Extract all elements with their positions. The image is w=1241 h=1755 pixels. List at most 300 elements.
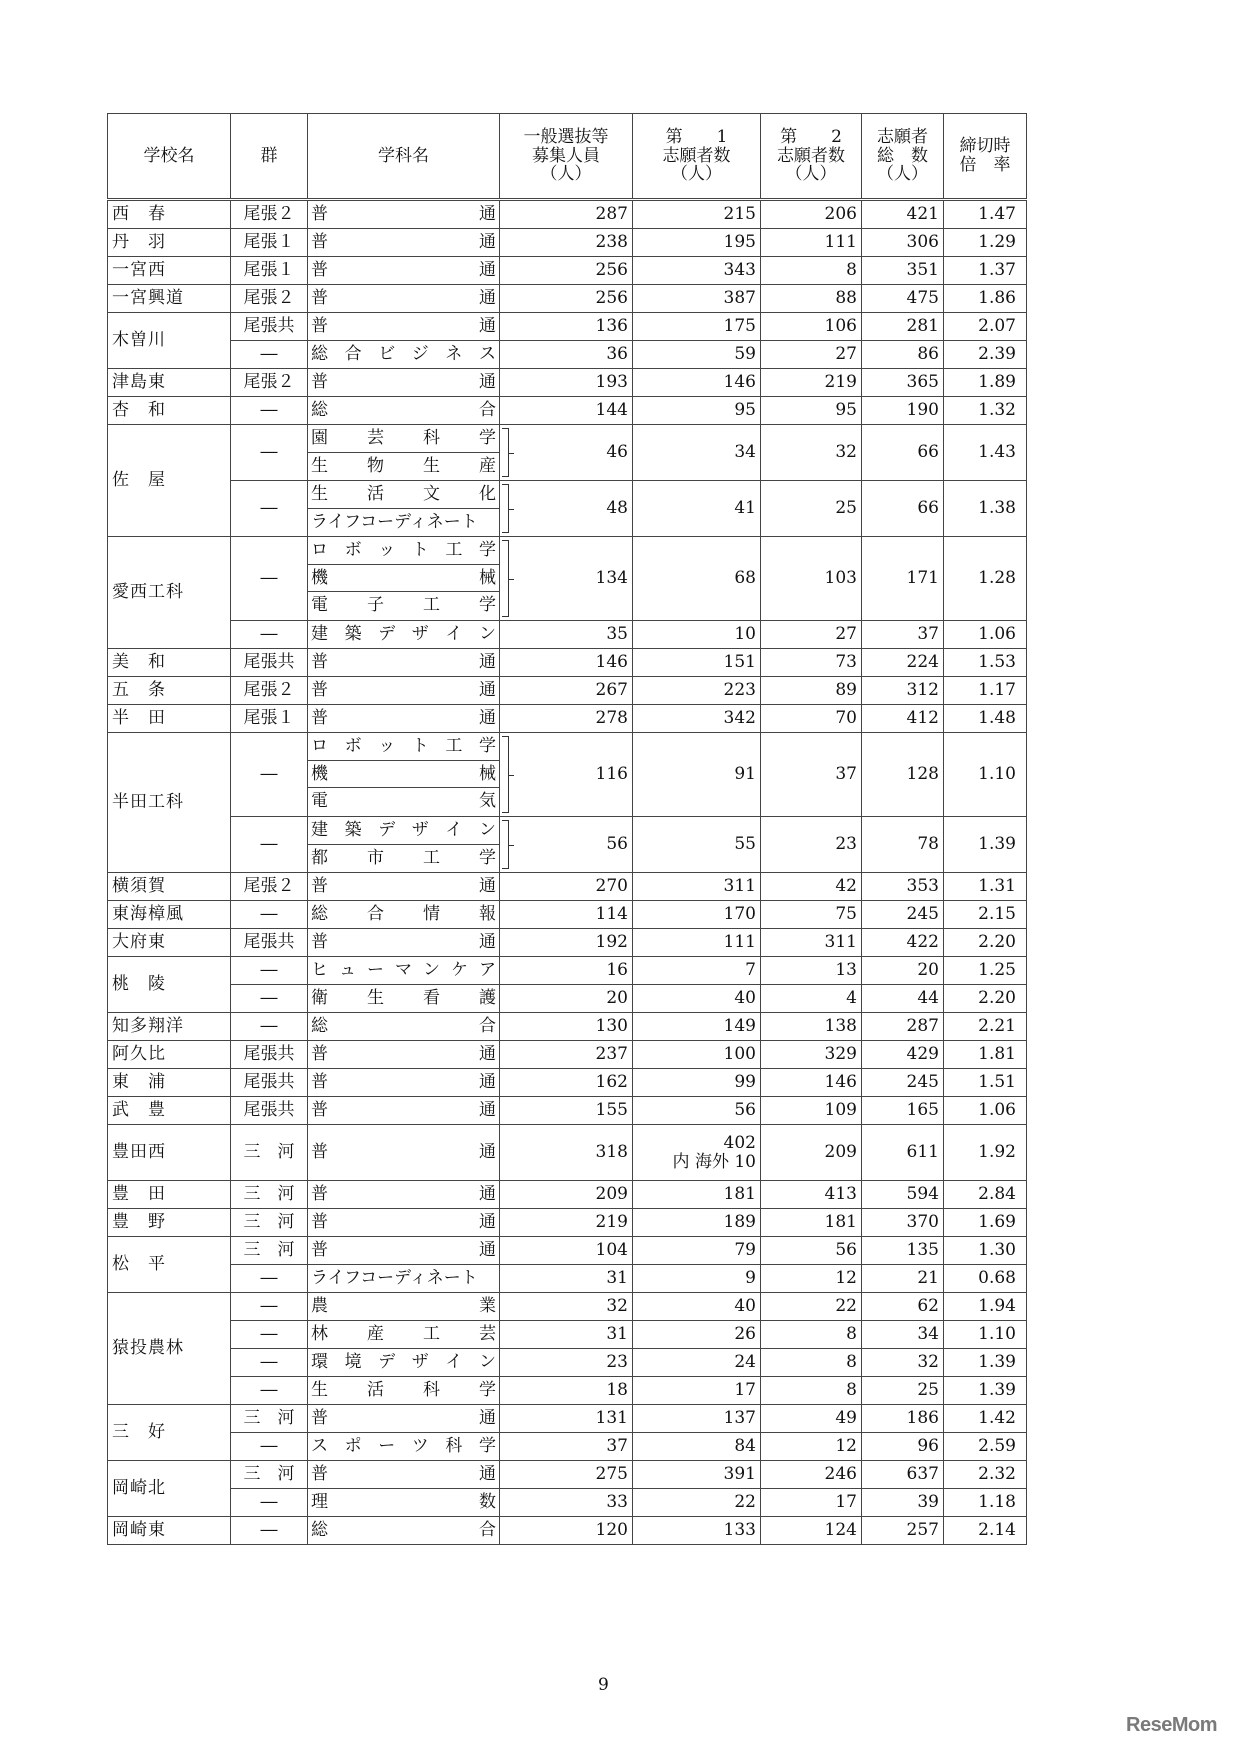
first-cell: 195 [633,229,761,257]
first-cell: 95 [633,397,761,425]
dept-cell [308,1125,500,1181]
table-row [108,985,1027,1013]
dept-name: 建 築 デ ザ イ ン [311,820,496,841]
group-cell: ― [231,1433,308,1461]
school-name: 猿投農林 [108,1293,231,1405]
dept-cell [308,341,500,369]
dept-cell [308,257,500,285]
dept-name: 林 産 工 芸 [311,1324,496,1345]
bracket-icon [502,428,509,477]
quota-cell: 114 [500,901,633,929]
second-cell: 49 [761,1405,862,1433]
second-cell: 32 [761,425,862,481]
school-name: 知多翔洋 [108,1013,231,1041]
table-row [108,1237,1027,1265]
total-cell: 34 [862,1321,944,1349]
total-cell: 44 [862,985,944,1013]
first-cell: 34 [633,425,761,481]
quota-cell: 192 [500,929,633,957]
dept-name: 普 通 [311,1072,496,1093]
header-total: 志願者 総 数 （人） [862,114,944,200]
total-cell: 32 [862,1349,944,1377]
first-cell: 68 [633,537,761,621]
group-cell: 尾張共 [231,1041,308,1069]
dept-name: 普 通 [311,1100,496,1121]
table-row [108,1405,1027,1433]
second-cell: 70 [761,705,862,733]
quota-cell: 256 [500,257,633,285]
group-cell: ― [231,1377,308,1405]
group-cell: 三 河 [231,1181,308,1209]
table-row [108,369,1027,397]
table-row [108,677,1027,705]
dept-name: 普 通 [311,372,496,393]
quota-cell: 238 [500,229,633,257]
dept-cell [308,901,500,929]
first-cell: 84 [633,1433,761,1461]
total-cell: 190 [862,397,944,425]
second-cell: 37 [761,733,862,817]
quota-cell: 120 [500,1517,633,1545]
quota-cell: 287 [500,200,633,229]
dept-name: 電 気 [308,787,499,814]
first-cell: 170 [633,901,761,929]
dept-name: 普 通 [311,232,496,253]
table-body [108,200,1027,1545]
second-cell: 17 [761,1489,862,1517]
quota-cell: 146 [500,649,633,677]
first-cell: 22 [633,1489,761,1517]
second-cell: 27 [761,341,862,369]
school-name: 東 浦 [108,1069,231,1097]
table-row [108,285,1027,313]
table-row [108,425,1027,481]
rate-cell: 2.84 [944,1181,1027,1209]
table-row [108,621,1027,649]
group-cell: ― [231,1321,308,1349]
first-cell: 149 [633,1013,761,1041]
total-cell: 224 [862,649,944,677]
rate-cell: 1.69 [944,1209,1027,1237]
second-cell: 109 [761,1097,862,1125]
group-cell: ― [231,341,308,369]
total-cell: 637 [862,1461,944,1489]
total-cell: 66 [862,481,944,537]
group-cell: 尾張共 [231,929,308,957]
group-cell: ― [231,817,308,873]
total-cell: 257 [862,1517,944,1545]
dept-cell [308,1097,500,1125]
table-row [108,1377,1027,1405]
quota-cell: 130 [500,1013,633,1041]
group-cell: ― [231,397,308,425]
total-cell: 25 [862,1377,944,1405]
quota-cell: 193 [500,369,633,397]
table-row [108,1517,1027,1545]
rate-cell: 1.42 [944,1405,1027,1433]
group-cell: ― [231,1349,308,1377]
dept-name: 電 子 工 学 [308,591,499,618]
quota-cell: 31 [500,1265,633,1293]
second-cell: 23 [761,817,862,873]
second-cell: 75 [761,901,862,929]
school-name: 阿久比 [108,1041,231,1069]
first-cell: 41 [633,481,761,537]
total-cell: 475 [862,285,944,313]
dept-name: 園 芸 科 学 [311,428,496,449]
dept-cell [308,1041,500,1069]
rate-cell: 1.47 [944,200,1027,229]
rate-cell: 1.37 [944,257,1027,285]
school-name: 豊 田 [108,1181,231,1209]
total-cell: 245 [862,901,944,929]
school-name: 松 平 [108,1237,231,1293]
table-row [108,1013,1027,1041]
first-cell: 402 内 海外 10 [633,1125,761,1181]
group-cell: ― [231,1293,308,1321]
dept-name: ス ポ ー ツ 科 学 [311,1436,496,1457]
bracket-icon [502,484,509,533]
first-cell: 40 [633,1293,761,1321]
school-name: 津島東 [108,369,231,397]
rate-cell: 1.39 [944,1349,1027,1377]
bracket-icon [502,540,509,617]
total-cell: 171 [862,537,944,621]
school-name: 愛西工科 [108,537,231,649]
quota-cell: 267 [500,677,633,705]
first-cell: 111 [633,929,761,957]
school-name: 一宮興道 [108,285,231,313]
group-cell: ― [231,1265,308,1293]
second-cell: 12 [761,1265,862,1293]
first-cell: 342 [633,705,761,733]
dept-name: 生 活 科 学 [311,1380,496,1401]
group-cell: 尾張共 [231,649,308,677]
rate-cell: 1.43 [944,425,1027,481]
total-cell: 165 [862,1097,944,1125]
second-cell: 88 [761,285,862,313]
dept-name: 普 通 [311,652,496,673]
rate-cell: 1.17 [944,677,1027,705]
quota-cell: 104 [500,1237,633,1265]
header-second-choice: 第 2 志願者数 （人） [761,114,862,200]
group-cell: ― [231,621,308,649]
group-cell: ― [231,1013,308,1041]
dept-cell [308,1349,500,1377]
rate-cell: 1.53 [944,649,1027,677]
school-name: 五 条 [108,677,231,705]
dept-name: 生 活 文 化 [311,484,496,505]
rate-cell: 1.86 [944,285,1027,313]
group-cell: ― [231,957,308,985]
dept-cell [308,1181,500,1209]
table-row [108,313,1027,341]
header-first-choice: 第 1 志願者数 （人） [633,114,761,200]
first-cell: 17 [633,1377,761,1405]
total-cell: 245 [862,1069,944,1097]
quota-cell: 209 [500,1181,633,1209]
quota-cell: 36 [500,341,633,369]
dept-name: ロ ボ ッ ト 工 学 [311,736,496,757]
rate-cell: 2.07 [944,313,1027,341]
table-row [108,929,1027,957]
group-cell: ― [231,537,308,621]
school-name: 豊 野 [108,1209,231,1237]
first-cell: 146 [633,369,761,397]
table-row [108,1293,1027,1321]
table-row [108,1461,1027,1489]
dept-name: 普 通 [311,876,496,897]
table-row [108,1489,1027,1517]
school-name: 一宮西 [108,257,231,285]
group-cell: 尾張２ [231,873,308,901]
first-cell: 133 [633,1517,761,1545]
total-cell: 312 [862,677,944,705]
header-school: 学校名 [108,114,231,200]
quota-cell: 155 [500,1097,633,1125]
bracket-icon [502,820,509,869]
group-cell: ― [231,985,308,1013]
table-row [108,397,1027,425]
dept-cell [308,1433,500,1461]
quota-cell: 275 [500,1461,633,1489]
rate-cell: 2.21 [944,1013,1027,1041]
second-cell: 146 [761,1069,862,1097]
school-name: 丹 羽 [108,229,231,257]
dept-cell [308,397,500,425]
dept-name: 普 通 [311,316,496,337]
rate-cell: 1.32 [944,397,1027,425]
table-row [108,1125,1027,1181]
total-cell: 287 [862,1013,944,1041]
total-cell: 429 [862,1041,944,1069]
school-name: 武 豊 [108,1097,231,1125]
first-cell: 343 [633,257,761,285]
table-row [108,1349,1027,1377]
school-name: 岡崎北 [108,1461,231,1517]
quota-cell: 48 [500,481,633,537]
group-cell: 尾張共 [231,313,308,341]
dept-cell [308,873,500,901]
rate-cell: 1.29 [944,229,1027,257]
dept-cell [308,1013,500,1041]
quota-cell: 162 [500,1069,633,1097]
dept-name: 普 通 [311,1212,496,1233]
total-cell: 353 [862,873,944,901]
header-rate: 締切時 倍 率 [944,114,1027,200]
second-cell: 25 [761,481,862,537]
dept-name: 普 通 [311,288,496,309]
total-cell: 611 [862,1125,944,1181]
dept-name: ライフコーディネート [311,1268,478,1289]
quota-cell: 144 [500,397,633,425]
first-cell: 100 [633,1041,761,1069]
quota-cell: 134 [500,537,633,621]
rate-cell: 1.51 [944,1069,1027,1097]
rate-cell: 0.68 [944,1265,1027,1293]
school-name: 半 田 [108,705,231,733]
dept-cell [308,229,500,257]
dept-name: 普 通 [311,260,496,281]
rate-cell: 2.14 [944,1517,1027,1545]
school-name: 豊田西 [108,1125,231,1181]
group-cell: 尾張共 [231,1097,308,1125]
rate-cell: 1.48 [944,705,1027,733]
second-cell: 206 [761,200,862,229]
rate-cell: 1.38 [944,481,1027,537]
first-cell: 55 [633,817,761,873]
second-cell: 4 [761,985,862,1013]
second-cell: 329 [761,1041,862,1069]
first-cell: 7 [633,957,761,985]
dept-name: 総 合 ビ ジ ネ ス [311,344,496,365]
quota-cell: 46 [500,425,633,481]
quota-cell: 131 [500,1405,633,1433]
first-cell: 215 [633,200,761,229]
school-name: 美 和 [108,649,231,677]
dept-cell [308,1293,500,1321]
second-cell: 124 [761,1517,862,1545]
school-name: 杏 和 [108,397,231,425]
second-cell: 8 [761,1349,862,1377]
rate-cell: 2.20 [944,929,1027,957]
dept-cell [308,1321,500,1349]
table-row [108,537,1027,621]
rate-cell: 1.39 [944,817,1027,873]
rate-cell: 1.28 [944,537,1027,621]
group-cell: ― [231,1517,308,1545]
rate-cell: 2.32 [944,1461,1027,1489]
first-cell: 24 [633,1349,761,1377]
table-row [108,1181,1027,1209]
first-cell: 56 [633,1097,761,1125]
total-cell: 78 [862,817,944,873]
dept-cell [308,817,500,873]
quota-cell: 318 [500,1125,633,1181]
total-cell: 412 [862,705,944,733]
second-cell: 106 [761,313,862,341]
total-cell: 20 [862,957,944,985]
group-cell: 三 河 [231,1125,308,1181]
second-cell: 56 [761,1237,862,1265]
first-cell: 387 [633,285,761,313]
overseas-note: 内 海外 10 [672,1151,756,1172]
dept-cell [308,677,500,705]
dept-cell [308,1405,500,1433]
first-cell: 151 [633,649,761,677]
second-cell: 12 [761,1433,862,1461]
second-cell: 219 [761,369,862,397]
second-cell: 246 [761,1461,862,1489]
group-cell: 三 河 [231,1237,308,1265]
rate-cell: 2.15 [944,901,1027,929]
table-row [108,1321,1027,1349]
quota-cell: 32 [500,1293,633,1321]
group-cell: 三 河 [231,1405,308,1433]
first-cell: 391 [633,1461,761,1489]
second-cell: 8 [761,1321,862,1349]
total-cell: 306 [862,229,944,257]
table-row [108,733,1027,817]
group-cell: 尾張１ [231,705,308,733]
group-cell: ― [231,481,308,537]
table-row [108,1433,1027,1461]
rate-cell: 2.39 [944,341,1027,369]
quota-cell: 23 [500,1349,633,1377]
group-cell: 尾張共 [231,1069,308,1097]
total-cell: 370 [862,1209,944,1237]
first-cell: 40 [633,985,761,1013]
group-cell: ― [231,901,308,929]
second-cell: 103 [761,537,862,621]
quota-cell: 20 [500,985,633,1013]
table-row [108,705,1027,733]
second-cell: 27 [761,621,862,649]
first-cell: 311 [633,873,761,901]
school-name: 西 春 [108,200,231,229]
total-cell: 66 [862,425,944,481]
applicants-table [107,113,1027,1545]
quota-cell: 18 [500,1377,633,1405]
group-cell: 尾張１ [231,257,308,285]
total-cell: 421 [862,200,944,229]
second-cell: 13 [761,957,862,985]
total-cell: 128 [862,733,944,817]
dept-cell [308,1069,500,1097]
dept-name: 総 合 [311,400,496,421]
second-cell: 181 [761,1209,862,1237]
quota-cell: 31 [500,1321,633,1349]
dept-cell [308,705,500,733]
first-cell: 99 [633,1069,761,1097]
first-cell: 10 [633,621,761,649]
dept-name: 衛 生 看 護 [311,988,496,1009]
dept-cell [308,1489,500,1517]
school-name: 岡崎東 [108,1517,231,1545]
first-cell: 59 [633,341,761,369]
dept-cell [308,481,500,537]
header-group: 群 [231,114,308,200]
quota-cell: 35 [500,621,633,649]
first-cell: 91 [633,733,761,817]
second-cell: 73 [761,649,862,677]
dept-cell [308,1209,500,1237]
second-cell: 42 [761,873,862,901]
table-row [108,873,1027,901]
table-row [108,1097,1027,1125]
dept-cell [308,369,500,397]
rate-cell: 1.89 [944,369,1027,397]
rate-cell: 1.25 [944,957,1027,985]
group-cell: 尾張２ [231,369,308,397]
rate-cell: 1.06 [944,1097,1027,1125]
dept-name: 建 築 デ ザ イ ン [311,624,496,645]
total-cell: 594 [862,1181,944,1209]
table-row [108,200,1027,229]
dept-cell [308,200,500,229]
table-header-row [108,114,1027,200]
dept-name: 環 境 デ ザ イ ン [311,1352,496,1373]
quota-cell: 56 [500,817,633,873]
dept-name: 普 通 [311,1184,496,1205]
bracket-icon [502,736,509,813]
dept-cell [308,649,500,677]
rate-cell: 1.10 [944,733,1027,817]
dept-cell [308,1517,500,1545]
first-cell: 223 [633,677,761,705]
dept-cell [308,1377,500,1405]
table-row [108,1265,1027,1293]
